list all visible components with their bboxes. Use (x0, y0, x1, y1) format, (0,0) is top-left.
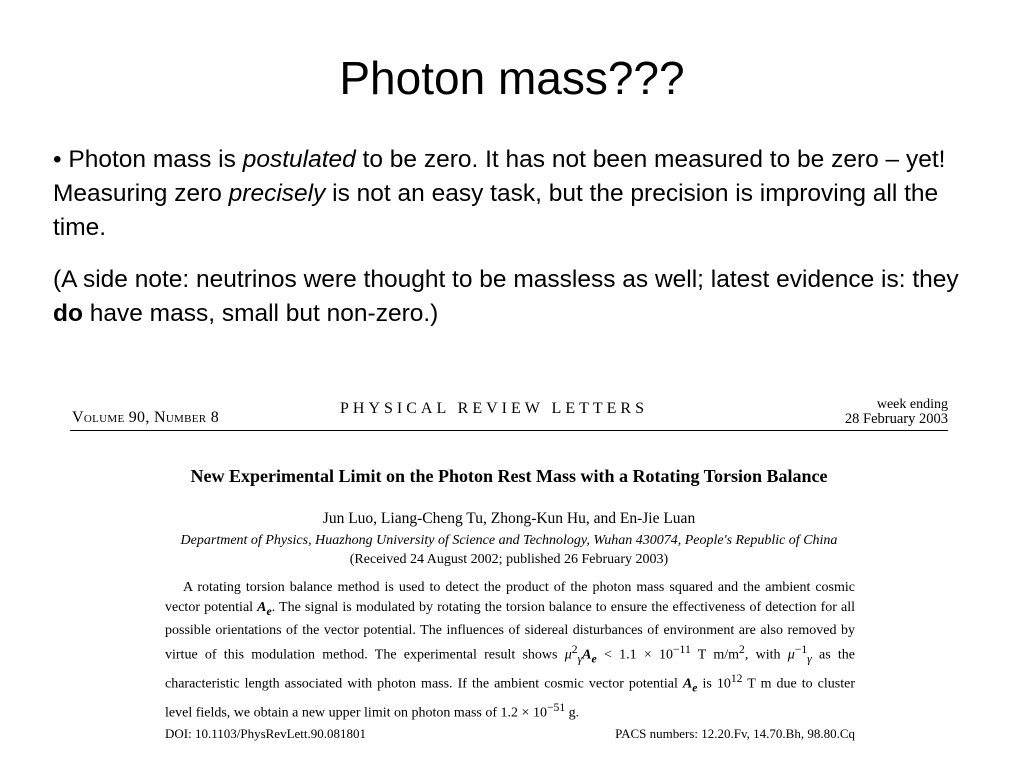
p1-text-a: Photon mass is (61, 146, 243, 173)
symbol-gamma-2: γ (807, 652, 812, 666)
abstract-part-3: , with (744, 647, 788, 663)
abstract-part-5: is 10 (697, 676, 731, 692)
abstract-part-4: as the characteristic length associated with photon mass. If the ambient cosmic vector potential (165, 647, 856, 692)
symbol-mu: μ (564, 647, 572, 663)
abstract-part-2: . The signal is modulated by rotating the torsion balance to ensure the effectiveness of detection for all possible orientations of the vector potential. The influences of sidereal disturbances of environment are also removed by virtue of this modulation method. The experimental result shows (165, 599, 856, 663)
journal-name: PHYSICAL REVIEW LETTERS (340, 400, 648, 417)
exponent-minus-1: −1 (794, 643, 808, 657)
symbol-mu-2: μ (787, 647, 795, 663)
side-note-paragraph (53, 263, 993, 331)
header-rule (70, 430, 948, 431)
exponent-minus-11: −11 (672, 643, 691, 657)
p2-text-a: (A side note: neutrinos were thought to be massless as well; latest evidence is: they (53, 266, 959, 293)
slide-title: Photon mass??? (339, 52, 685, 104)
paper-title: New Experimental Limit on the Photon Rest Mass with a Rotating Torsion Balance (190, 466, 828, 486)
unit-squared: 2 (739, 643, 745, 657)
p1-emphasis-precisely: precisely (228, 180, 326, 207)
abstract-text (165, 578, 855, 723)
symbol-A-3: A (682, 676, 693, 692)
p1-text-b: to be zero. It has not been measured to be zero – yet! Measuring zero (53, 146, 946, 207)
symbol-A: A (257, 599, 267, 615)
bullet-marker: • (53, 146, 62, 173)
bullet-paragraph-photon-mass (53, 143, 993, 245)
abstract-inequality: < 1.1 × 10 (596, 647, 673, 663)
p1-text-c: is not an easy task, but the precision is improving all the time. (53, 180, 939, 241)
week-ending-label: week ending (876, 397, 948, 412)
paper-abstract (165, 578, 855, 723)
unit-tm-m: T m/m (690, 647, 740, 663)
symbol-A-2: A (582, 647, 592, 663)
symbol-sub-e-3: e (692, 681, 698, 695)
p1-emphasis-postulated: postulated (242, 146, 356, 173)
issue-date-value: 28 February 2003 (844, 411, 948, 427)
abstract-part-6: T m due to cluster level fields, we obtain a new upper limit on photon mass of 1.2 × 10 (165, 676, 855, 721)
symbol-squared: 2 (571, 643, 578, 657)
paper-received-dates: (Received 24 August 2002; published 26 February 2003) (349, 552, 669, 567)
symbol-sub-e: e (266, 604, 272, 618)
symbol-sub-e-2: e (591, 652, 597, 666)
symbol-gamma: γ (577, 652, 583, 666)
paper-doi: DOI: 10.1103/PhysRevLett.90.081801 (165, 726, 367, 741)
p2-text-b: have mass, small but non-zero.) (82, 300, 439, 327)
p2-strong-do: do (53, 300, 83, 327)
paper-pacs: PACS numbers: 12.20.Fv, 14.70.Bh, 98.80.Cq (615, 726, 855, 741)
issue-date (845, 397, 948, 427)
paper-authors: Jun Luo, Liang-Cheng Tu, Zhong-Kun Hu, and En-Jie Luan (322, 510, 696, 527)
abstract-part-1: A rotating torsion balance method is used to detect the product of the photon mass squared and the ambient cosmic vector potential (165, 580, 855, 615)
exponent-12: 12 (730, 672, 743, 686)
exponent-minus-51: −51 (546, 701, 566, 715)
abstract-part-7: g. (565, 705, 580, 721)
paper-excerpt (70, 396, 948, 756)
journal-volume: Volume 90, Number 8 (72, 409, 220, 426)
paper-affiliation: Department of Physics, Huazhong University of Science and Technology, Wuhan 430074, People's Republic of China (180, 533, 838, 548)
